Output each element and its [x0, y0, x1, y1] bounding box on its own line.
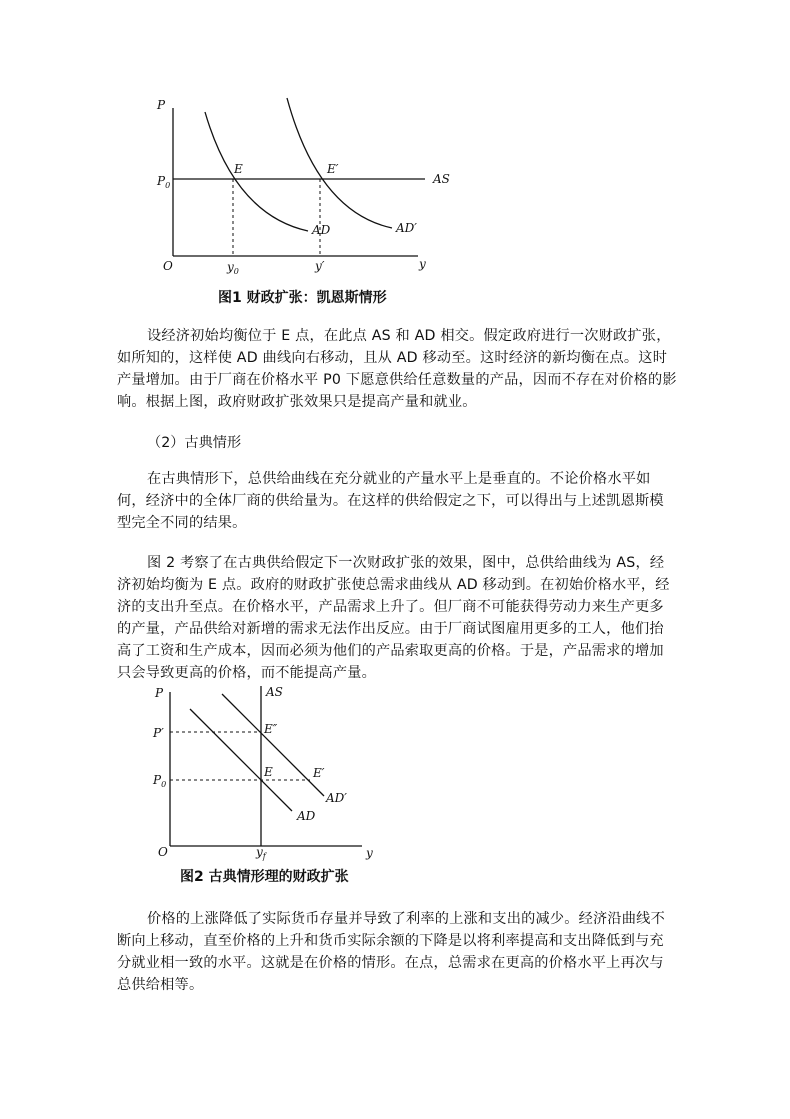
figure2-y-axis-label: y	[366, 846, 373, 860]
figure2-p-axis-label: P	[155, 686, 164, 700]
paragraph-2: 在古典情形下，总供给曲线在充分就业的产量水平上是垂直的。不论价格水平如何，经济中的全体厂商的供给量为。在这样的供给假定之下，可以得出与上述凯恩斯模型完全不同的结果。	[117, 471, 664, 531]
figure2-edouble-label: E″	[264, 722, 278, 736]
figure2-adprime-label: AD′	[326, 791, 348, 805]
figure1-ad-label: AD	[312, 223, 331, 237]
section-heading-classical: （2）古典情形	[147, 435, 242, 451]
figure1-p-axis-label: P	[157, 98, 166, 112]
figure1-e-label: E	[234, 162, 243, 176]
figure1-as-label: AS	[433, 172, 450, 186]
figure1-caption: 图1 财政扩张：凯恩斯情形	[218, 290, 387, 306]
figure1-yprime-label: y′	[315, 259, 325, 273]
figure1-p0-label: $P_0$	[157, 174, 171, 190]
figure2-yf-label: $y_f$	[256, 845, 266, 861]
figure2-origin-label: O	[158, 845, 168, 859]
figure2-pprime-label: P′	[153, 726, 164, 740]
figure2-p0-label: $P_0$	[153, 773, 167, 789]
figure2-eprime-label: E′	[313, 766, 325, 780]
figure2-as-label: AS	[266, 685, 283, 699]
figure1-adprime-label: AD′	[396, 221, 418, 235]
paragraph-4: 价格的上涨降低了实际货币存量并导致了利率的上涨和支出的减少。经济沿曲线不断向上移动，直至价格的上升和货币实际余额的下降是以将利率提高和支出降低到与充分就业相一致的水平。这就是在价格的情形。在点，总需求在更高的价格水平上再次与总供给相等。	[117, 911, 665, 993]
figure1-origin-label: O	[163, 259, 173, 273]
figure2-e-label: E	[264, 765, 273, 779]
figure2-caption: 图2 古典情形理的财政扩张	[180, 869, 349, 885]
figure1-eprime-label: E′	[327, 162, 339, 176]
figure1-y0-label: $y_0$	[227, 260, 239, 276]
figure2-ad-prime-line	[222, 694, 324, 796]
paragraph-3: 图 2 考察了在古典供给假定下一次财政扩张的效果，图中，总供给曲线为 AS，经济初始均衡为 E 点。政府的财政扩张使总需求曲线从 AD 移动到。在初始价格水平，经济的支出升至点。在价格水平，产品需求上升了。但厂商不可能获得劳动力来生产更多的产量，产品供给对新增的需求无法作出反应。由于厂商试图雇用更多的工人，他们抬高了工资和生产成本，因而必须为他们的产品索取更高的价格。于是，产品需求的增加只会导致更高的价格，而不能提高产量。	[117, 555, 670, 681]
figure2-ad-label: AD	[297, 809, 316, 823]
paragraph-1: 设经济初始均衡位于 E 点，在此点 AS 和 AD 相交。假定政府进行一次财政扩张，如所知的，这样使 AD 曲线向右移动，且从 AD 移动至。这时经济的新均衡在点。这时产量增加。由于厂商在价格水平 P0 下愿意供给任意数量的产品，因而不存在对价格的影响。根据上图，政府财政扩张效果只是提高产量和就业。	[117, 328, 677, 410]
figure1-y-axis-label: y	[419, 257, 426, 271]
